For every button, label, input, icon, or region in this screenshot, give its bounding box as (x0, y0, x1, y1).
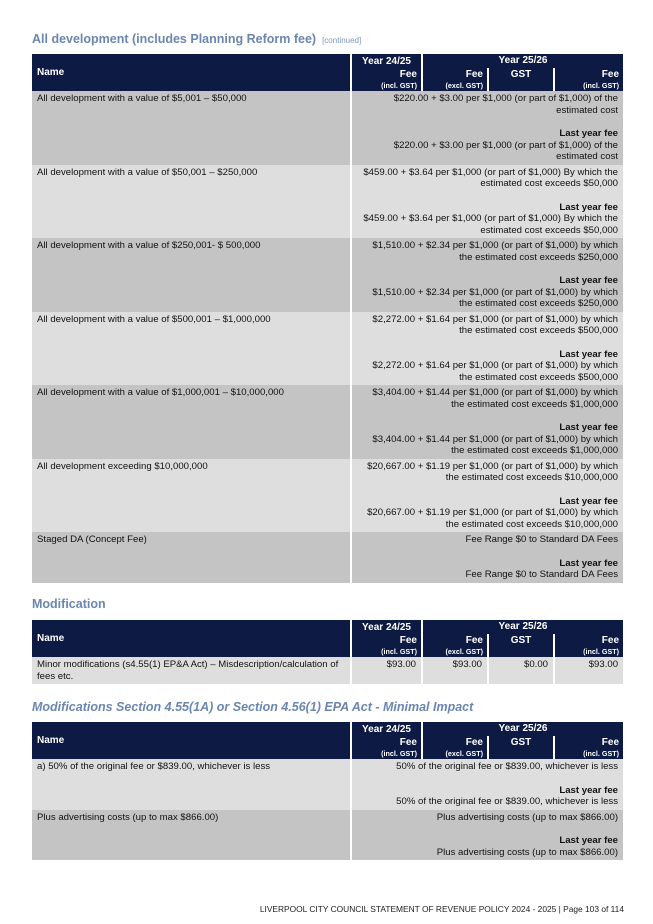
last-year-fee-label: Last year fee (559, 557, 619, 569)
header-incl-gst-prev: (incl. GST) (352, 646, 423, 657)
header-gst: GST (489, 68, 555, 80)
row-fee-cell (352, 385, 623, 459)
row-fee: $2,272.00 + $1.64 per $1,000 (or part of $1,000) by which the estimated cost exceeds $500,000 (372, 313, 619, 336)
header-incl-gst: (incl. GST) (583, 647, 620, 656)
row-name: All development with a value of $50,001 – $250,000 (32, 165, 352, 239)
row-last-year-fee: Fee Range $0 to Standard DA Fees (465, 569, 619, 580)
table-row (32, 532, 623, 583)
header-year-2425: Year 24/25 (352, 722, 423, 736)
header-year-2425: Year 24/25 (352, 620, 423, 634)
row-fee: $20,667.00 + $1.19 per $1,000 (or part of $1,000) by which the estimated cost exceeds $10,000,000 (367, 460, 619, 483)
row-fee-cell (352, 165, 623, 239)
row-fee: Plus advertising costs (up to max $866.00) (436, 811, 619, 823)
row-fee-excl: $93.00 (423, 657, 489, 684)
row-last-year-fee: $459.00 + $3.64 per $1,000 (or part of $1,000) By which the estimated cost exceeds $50,000 (363, 213, 619, 236)
last-year-fee-label: Last year fee (559, 128, 619, 139)
section-title-text: Modification (32, 597, 106, 611)
row-name: All development with a value of $5,001 – $50,000 (32, 91, 352, 165)
row-last-year-fee: $220.00 + $3.00 per $1,000 (or part of $1,000) of the estimated cost (393, 139, 619, 162)
row-name: All development with a value of $500,001 – $1,000,000 (32, 312, 352, 386)
row-fee-cell (352, 91, 623, 165)
header-gst-blank (489, 646, 555, 657)
last-year-fee-label: Last year fee (559, 348, 619, 360)
header-excl-gst: (excl. GST) (423, 646, 489, 657)
row-fee-cell (352, 759, 623, 810)
header-fee-excl: Fee (423, 736, 489, 748)
table-row (32, 238, 623, 312)
table-row (32, 165, 623, 239)
table-row (32, 312, 623, 386)
row-gst: $0.00 (489, 657, 555, 684)
row-fee: Fee Range $0 to Standard DA Fees (465, 534, 619, 545)
header-year-2526: Year 25/26 (423, 722, 623, 736)
header-name: Name (32, 620, 352, 657)
header-gst: GST (489, 736, 555, 748)
header-incl-gst-prev: (incl. GST) (352, 80, 423, 91)
row-last-year-fee: $20,667.00 + $1.19 per $1,000 (or part of $1,000) by which the estimated cost exceeds $10,000,000 (367, 507, 619, 530)
row-fee-prev: $93.00 (352, 657, 423, 684)
fees-table-modification (32, 620, 623, 684)
row-fee: 50% of the original fee or $839.00, whichever is less (396, 761, 619, 772)
header-excl-gst: (excl. GST) (423, 748, 489, 759)
section-title-modifications-455 (32, 700, 473, 714)
section-title-text: All development (includes Planning Reform fee) (32, 32, 317, 46)
header-fee-incl: Fee (601, 68, 620, 80)
last-year-fee-label: Last year fee (559, 201, 619, 213)
row-last-year-fee: 50% of the original fee or $839.00, whichever is less (396, 796, 619, 807)
row-last-year-fee: $2,272.00 + $1.64 per $1,000 (or part of $1,000) by which the estimated cost exceeds $500,000 (372, 360, 619, 383)
header-incl-gst-prev: (incl. GST) (352, 748, 423, 759)
row-name: Staged DA (Concept Fee) (32, 532, 352, 583)
header-fee-excl: Fee (423, 634, 489, 646)
section-title-all-development (32, 32, 361, 46)
header-fee-incl: Fee (601, 736, 620, 748)
table-row (32, 385, 623, 459)
row-name: All development with a value of $1,000,001 – $10,000,000 (32, 385, 352, 459)
fees-table-all-development (32, 54, 623, 583)
header-fee-excl: Fee (423, 68, 489, 80)
header-excl-gst: (excl. GST) (423, 80, 489, 91)
page-footer: LIVERPOOL CITY COUNCIL STATEMENT OF REVENUE POLICY 2024 - 2025 | Page 103 of 114 (259, 904, 624, 914)
header-fee-prev: Fee (352, 634, 423, 646)
row-fee: $220.00 + $3.00 per $1,000 (or part of $1,000) of the estimated cost (393, 93, 619, 116)
header-year-2526: Year 25/26 (423, 620, 623, 634)
fees-table-modifications-455 (32, 722, 623, 860)
row-name: a) 50% of the original fee or $839.00, whichever is less (32, 759, 352, 810)
row-fee-cell (352, 459, 623, 533)
row-name: All development exceeding $10,000,000 (32, 459, 352, 533)
header-fee-prev: Fee (352, 68, 423, 80)
table-row (32, 657, 623, 684)
header-fee-prev: Fee (352, 736, 423, 748)
section-title-modification (32, 597, 106, 611)
row-fee: $1,510.00 + $2.34 per $1,000 (or part of $1,000) by which the estimated cost exceeds $250,000 (372, 240, 619, 263)
row-fee-cell (352, 810, 623, 861)
last-year-fee-label: Last year fee (559, 422, 619, 433)
header-name: Name (32, 54, 352, 91)
table-row (32, 459, 623, 533)
header-gst: GST (489, 634, 555, 646)
last-year-fee-label: Last year fee (559, 835, 619, 846)
header-fee-incl: Fee (601, 634, 620, 646)
header-year-2425: Year 24/25 (352, 54, 423, 68)
header-incl-gst: (incl. GST) (583, 81, 620, 90)
last-year-fee-label: Last year fee (559, 495, 619, 507)
continued-label: [continued] (322, 36, 362, 45)
row-fee-cell (352, 532, 623, 583)
table-row (32, 810, 623, 861)
table-row (32, 759, 623, 810)
row-last-year-fee: $1,510.00 + $2.34 per $1,000 (or part of $1,000) by which the estimated cost exceeds $250,000 (372, 286, 619, 309)
row-fee-incl: $93.00 (555, 657, 623, 684)
row-fee: $459.00 + $3.64 per $1,000 (or part of $1,000) By which the estimated cost exceeds $50,000 (363, 166, 619, 189)
header-gst-blank (489, 80, 555, 91)
last-year-fee-label: Last year fee (559, 784, 619, 796)
last-year-fee-label: Last year fee (559, 275, 619, 286)
header-year-2526: Year 25/26 (423, 54, 623, 68)
section-title-text: Modifications Section 4.55(1A) or Section 4.56(1) EPA Act - Minimal Impact (32, 700, 474, 714)
table-row (32, 91, 623, 165)
row-fee-cell (352, 238, 623, 312)
row-name: Plus advertising costs (up to max $866.00) (32, 810, 352, 861)
row-fee-cell (352, 312, 623, 386)
header-gst-blank (489, 748, 555, 759)
row-name: Minor modifications (s4.55(1) EP&A Act) – Misdescription/calculation of fees etc. (32, 657, 352, 684)
header-incl-gst: (incl. GST) (583, 749, 620, 758)
row-last-year-fee: Plus advertising costs (up to max $866.00) (436, 846, 619, 858)
header-name: Name (32, 722, 352, 759)
row-name: All development with a value of $250,001- $ 500,000 (32, 238, 352, 312)
row-last-year-fee: $3,404.00 + $1.44 per $1,000 (or part of $1,000) by which the estimated cost exceeds $1,000,000 (372, 433, 619, 456)
row-fee: $3,404.00 + $1.44 per $1,000 (or part of $1,000) by which the estimated cost exceeds $1,000,000 (372, 387, 619, 410)
